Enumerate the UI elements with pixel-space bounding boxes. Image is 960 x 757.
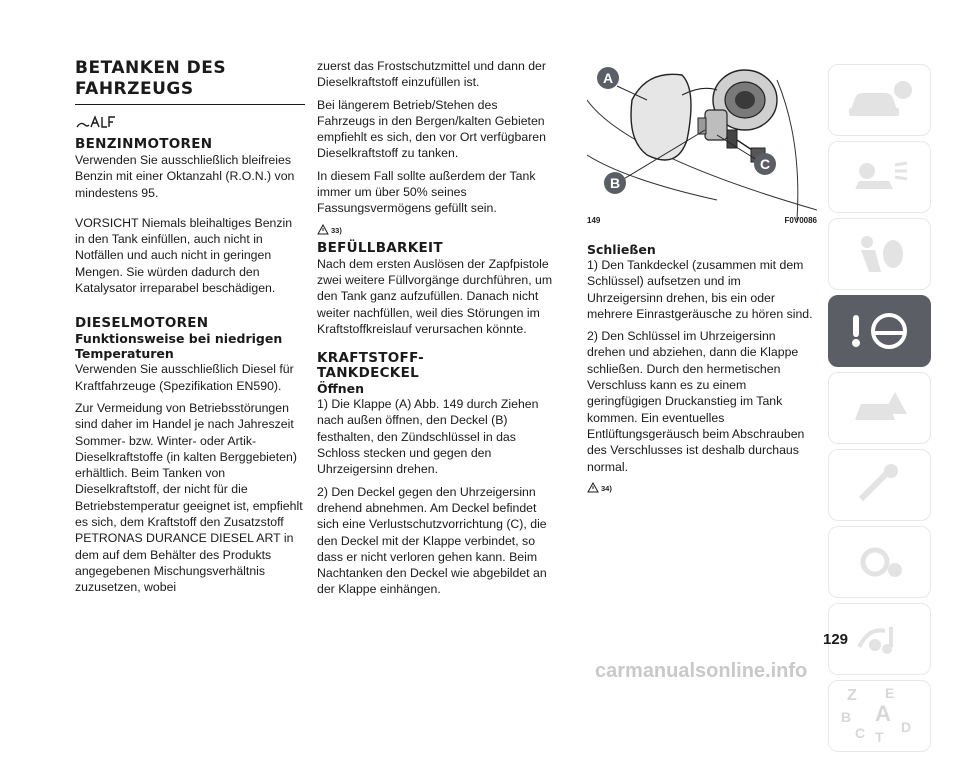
page-number: 129 (823, 631, 849, 648)
car-info-icon (845, 78, 915, 122)
schliessen-paragraph-1: 1) Den Tankdeckel (zusammen mit dem Schlüssel) aufsetzen und im Uhrzeigersinn drehen, bis ein oder mehrere Einrastgeräusche zu hören sind. (587, 258, 813, 321)
figure-label-c: C (759, 156, 771, 172)
index-letter-z: Z (847, 687, 857, 704)
title-rule (75, 104, 305, 105)
chapter-tab-technical-data[interactable] (828, 526, 931, 598)
column-2 (317, 58, 557, 598)
index-letter-c: C (855, 725, 866, 741)
wrench-icon (845, 463, 915, 507)
steering-wheel-icon (845, 309, 915, 353)
index-letter-t: T (875, 729, 884, 745)
warning-triangle-icon (317, 224, 329, 235)
warning-car-icon (845, 386, 915, 430)
chapter-tab-lights[interactable] (828, 141, 931, 213)
befuellbarkeit-paragraph: Nach dem ersten Auslösen der Zapfpistole zwei weitere Füllvorgänge durchführen, um den Tank ganz aufzufüllen. Danach nicht weiter nachfüllen, weil dies Störungen im Kraftstoffkreislauf verursachen könnte. (317, 256, 553, 336)
index-letter-a: A (875, 701, 891, 726)
figure-number: 149 (587, 216, 601, 225)
page-title: BETANKEN DES FAHRZEUGS (75, 58, 227, 99)
chapter-tab-maintenance[interactable] (828, 449, 931, 521)
oeffnen-subheading: Öffnen (317, 381, 365, 397)
benzin-paragraph-1: Verwenden Sie ausschließlich bleifreies Benzin mit einer Oktanzahl (R.O.N.) von mindestens 95. (75, 153, 295, 200)
schliessen-paragraph-2: 2) Den Schlüssel im Uhrzeigersinn drehen und abziehen, dann die Klappe schließen. Durch den hermetischen Verschluss kann es zu einem geringfügigen Druckanstieg im Tank kommen. Ein eventuelles Entlüftungsgeräusch beim Abschrauben des Verschlusses ist deshalb durchaus normal. (587, 329, 805, 474)
chapter-tab-warnings[interactable] (828, 372, 931, 444)
figure-caption (587, 216, 817, 225)
oeffnen-paragraph-1: 1) Die Klappe (A) Abb. 149 durch Ziehen nach außen öffnen, den Deckel (B) festhalten, den Zündschlüssel in das Schloss stecken und gegen den Uhrzeigersinn drehen. (317, 397, 539, 477)
warning-triangle-icon (587, 482, 599, 493)
col2-paragraph-1: zuerst das Frostschutzmittel und dann der Dieselkraftstoff einzufüllen ist. (317, 59, 546, 90)
index-letter-b: B (841, 709, 852, 725)
lights-icon (845, 155, 915, 199)
chapter-sidebar (828, 64, 929, 757)
index-letter-e: E (885, 685, 895, 701)
warning-reference-34: 34) (587, 477, 817, 493)
airbag-icon (845, 232, 915, 276)
column-3 (587, 242, 817, 499)
diesel-subheading: Funktionsweise bei niedrigen Temperaturen (75, 331, 283, 362)
befuellbarkeit-heading: BEFÜLLBARKEIT (317, 239, 443, 256)
figure-code: F0V0086 (784, 216, 817, 225)
column-1 (75, 0, 305, 596)
fuel-quality-icon (75, 115, 305, 129)
figure-label-a: A (602, 70, 614, 86)
index-letter-d: D (901, 719, 912, 735)
oeffnen-paragraph-2: 2) Den Deckel gegen den Uhrzeigersinn drehend abnehmen. Am Deckel befindet sich eine Verlustschutzvorrichtung (C), die den Deckel mit der Klappe verbindet, so dass er nicht verloren gehen kann. Beim Nachtanken den Deckel wie abgebildet an der Klappe einhängen. (317, 484, 547, 597)
chapter-tab-starting-driving[interactable] (828, 295, 931, 367)
figure-label-b: B (609, 175, 621, 191)
multimedia-icon (845, 617, 915, 661)
chapter-tab-dashboard[interactable] (828, 64, 931, 136)
col2-paragraph-3: In diesem Fall sollte außerdem der Tank immer um über 50% seines Fassungsvermögens gefüllt sein. (317, 168, 536, 216)
schliessen-subheading: Schließen (587, 242, 656, 257)
col2-paragraph-2: Bei längerem Betrieb/Stehen des Fahrzeugs in den Bergen/kalten Gebieten empfiehlt es sich, den vor Ort verfügbaren Dieselkraftstoff zu tanken. (317, 97, 546, 161)
diesel-heading: DIESELMOTOREN (75, 315, 209, 332)
chapter-tab-safety[interactable] (828, 218, 931, 290)
diesel-paragraph-2: Zur Vermeidung von Betriebsstörungen sind daher im Handel je nach Jahreszeit Sommer- bzw. Winter- oder Artik-Dieselkraftstoffe (in kalten Berggebieten) erhältlich. Beim Tanken von Dieselkraftstoff, der nicht für die Betriebstemperatur geeignet ist, empfiehlt es sich, dem Kraftstoff den Zusatzstoff PETRONAS DURANCE DIESEL ART in dem auf dem Behälter des Produkts angegebenen Mischungsverhältnis zuzusetzen, wobei (75, 400, 303, 595)
watermark: carmanualsonline.info (595, 660, 808, 682)
chapter-tab-index[interactable] (828, 680, 931, 752)
diesel-paragraph-1: Verwenden Sie ausschließlich Diesel für Kraftfahrzeuge (Spezifikation EN590). (75, 362, 294, 393)
warning-reference-33: 33) (317, 219, 557, 235)
benzin-paragraph-2: VORSICHT Niemals bleihaltiges Benzin in den Tank einfüllen, auch nicht in Notfällen und auch nicht in geringen Mengen. Sie würden dadurch den Katalysator irreparabel beschädigen. (75, 215, 293, 296)
benzin-heading: BENZINMOTOREN (75, 136, 213, 152)
figure-149-fuel-cap (587, 60, 817, 220)
tankdeckel-heading: KRAFTSTOFF- TANKDECKEL (317, 350, 425, 382)
gear-icon (845, 540, 915, 584)
